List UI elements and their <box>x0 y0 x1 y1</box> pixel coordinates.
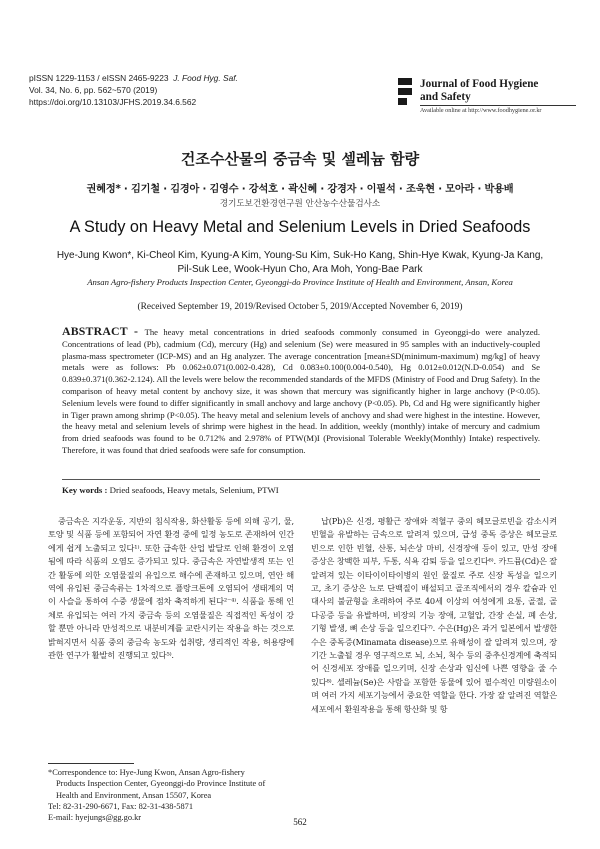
keywords <box>62 485 540 495</box>
title-korean: 건조수산물의 중금속 및 셀레늄 함량 <box>180 150 420 168</box>
body-paragraph: 납(Pb)은 신경, 평활근 장애와 적혈구 중의 헤모글로빈을 감소시켜 빈혈을 유발하는 금속으로 알려져 있으며, 급성 중독 증상은 헤모글로빈으로 인한 빈혈, 산통, 뇌손상 마비, 신경장애 등이 있고, 만성 장애 증상은 창백한 피부, 두통, 식욕 감퇴 등을 일으킨다⁶⁾. 카드뮴(Cd)은 잘 알려져 있는 이타이이타이병의 원인 물질로 주로 신장 독성을 일으키고, 초기 증상은 뇨로 단백질이 배설되고 골조직에서의 경우 칼슘과 인 대사의 불균형을 초래하여 주로 40세 이상의 여성에게 요통, 골절, 골다공증 등을 유발하며, 비장의 기능 장애, 고혈압, 간장 손실, 폐 손상, 기형 발생, 뼈 손상 등을 일으킨다⁷⁾. 수은(Hg)은 과거 일본에서 발생한 수은 중독증(Minamata disease)으로 유해성이 잘 알려져 있으며, 장기간 노출될 경우 영구적으로 뇌, 소뇌, 척수 등의 중추신경계에 축적되어 신경세포 장애를 일으키며, 신장 손상과 임신에 나쁜 영향을 줄 수 있다⁸⁾. 셀레늄(Se)은 사람을 포함한 동물에 있어 필수적인 미량원소이며 여러 가지 세포기능에서 중요한 역할을 한다. 가장 잘 알려진 역할은 세포에서 환원작용을 통해 항산화 및 항 <box>311 516 557 714</box>
journal-logo-title: Journal of Food Hygiene and Safety <box>420 78 539 103</box>
title-english: A Study on Heavy Metal and Selenium Levels in Dried Seafoods <box>69 218 531 236</box>
abstract-text: The heavy metal concentrations in dried seafoods commonly consumed in Gyeonggi-do were analyzed. Concentrations of lead (Pb), cadmium (Cd), mercury (Hg) and selenium (Se) were measured in 95 samples with an inductively-coupled plasma-mass spectrometer (ICP-MS) and an Hg analyzer. The average concentration [mean±SD(minimum-maximum) mg/kg] of heavy metals were as follows: Pb 0.062±0.071(0.002-0.428), Cd 0.083±0.100(0.004-0.540), Hg 0.012±0.012(N.D-0.054) and Se 0.839±0.371(0.362-2.124). All the levels were below the recommended standards of the MFDS (Ministry of Food and Drug Safety). In the comparison of heavy metal content by anchovy size, it was shown that mercury was significantly higher in large anchovy (P<0.05). Selenium levels were found to differ significantly in small anchovy and large anchovy (P<0.05). Pb, Cd and Hg were significantly higher in Tiger prawn among shrimp (P<0.05). The heavy metal and selenium levels of anchovy and shad were highest in the intestine. However, the heavy metal and selenium levels of shrimp were highest in the head. In addition, weekly (monthly) intake of mercury and cadmium from dried seafoods was found to be 0.712% and 2.978% of PTW(M)I (Provisional Tolerable Weekly(Monthly) Intake) respectively. Therefore, it was found that dried seafoods were safe for consumption. <box>62 327 540 455</box>
journal-logo <box>398 72 576 112</box>
received-dates: (Received September 19, 2019/Revised October 5, 2019/Accepted November 6, 2019) <box>137 302 463 312</box>
journal-abbrev: J. Food Hyg. Saf. <box>173 73 238 83</box>
keywords-text: Dried seafoods, Heavy metals, Selenium, PTWI <box>107 485 279 495</box>
volume-line: Vol. 34, No. 6, pp. 562~570 (2019) <box>29 85 158 95</box>
journal-url[interactable]: Available online at http://www.foodhygiene.or.kr <box>420 107 542 114</box>
abstract <box>62 326 540 457</box>
logo-divider <box>420 105 576 106</box>
issn-line: pISSN 1229-1153 / eISSN 2465-9223 <box>29 73 169 83</box>
email-link[interactable]: E-mail: hyejungs@gg.go.kr <box>48 813 142 823</box>
keywords-label: Key words : <box>62 485 108 495</box>
journal-meta <box>29 72 238 108</box>
affiliation-korean: 경기도보건환경연구원 안산농수산물검사소 <box>219 199 381 209</box>
correspondence-footnote: *Correspondence to: Hye-Jung Kwon, Ansan Agro-fishery Products Inspection Center, Gyeonggi-do Province Institute of Health and Environment, Ansan 15507, Korea Tel: 82-31-290-6671, Fax: 82-31-438-5871 E-mail: hyejungs@gg.go.kr <box>48 767 298 823</box>
doi-link[interactable]: https://doi.org/10.13103/JFHS.2019.34.6.562 <box>29 97 197 107</box>
authors-korean: 권혜정* · 김기철 · 김경아 · 김영수 · 강석호 · 곽신혜 · 강경자 · 이필석 · 조욱현 · 모아라 · 박용배 <box>86 184 514 195</box>
journal-logo-icon <box>398 78 412 104</box>
body-column-right <box>311 515 557 716</box>
abstract-heading: ABSTRACT - <box>62 324 145 338</box>
body-paragraph: 중금속은 지각운동, 지반의 침식작용, 화산활동 등에 의해 공기, 물, 토양 및 식품 등에 포함되어 자연 환경 중에 일정 농도로 존재하여 인간에게 쉽게 노출되고 있다¹⁾. 또한 급속한 산업 발달로 인해 환경이 오염됨에 따라 식품의 오염도 증가되고 있다. 중금속은 자연발생적 또는 인간 활동에 의한 오염물질의 유입으로 해수에 존재하고 있으며, 연안 해역에 유입된 중금속류는 1차적으로 플랑크톤에 오염되어 생태계의 먹이 사슬을 통하여 수중 생물에 점차 축적하게 된다²⁻⁴⁾. 식품을 통해 인체로 유입되는 여러 가지 중금속 등의 오염물질은 직접적인 독성이 강할 뿐만 아니라 만성적으로 내분비계를 교란시키는 작용을 하는 것으로 밝혀지면서 식품 중의 중금속 농도와 섭취량, 생리적인 작용, 허용량에 관한 연구가 활발히 진행되고 있다⁵⁾. <box>48 516 294 661</box>
authors-english: Hye-Jung Kwon*, Ki-Cheol Kim, Kyung-A Kim, Young-Su Kim, Suk-Ho Kang, Shin-Hye Kwak, Kyung-Ja Kang, Pil-Suk Lee, Wook-Hyun Cho, Ara Moh, Yong-Bae Park <box>56 250 544 275</box>
page-number: 562 <box>293 817 307 827</box>
body-column-left <box>48 515 294 662</box>
keywords-divider <box>62 479 540 480</box>
footnote-divider <box>48 763 134 764</box>
affiliation-english: Ansan Agro-fishery Products Inspection Center, Gyeonggi-do Province Institute of Health and Environment, Ansan, Korea <box>87 277 513 287</box>
